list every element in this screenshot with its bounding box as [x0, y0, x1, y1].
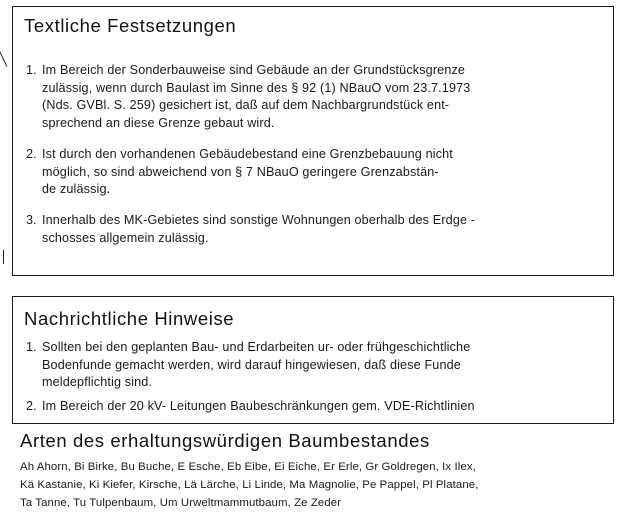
- item-line: Ist durch den vorhandenen Gebäudebestand eine Grenzbebauung nicht: [42, 147, 453, 161]
- item-number: 2.: [26, 399, 37, 413]
- item-line: Im Bereich der 20 kV- Leitungen Baubeschränkungen gem. VDE-Richtlinien: [42, 399, 475, 413]
- item-line: Im Bereich der Sonderbauweise sind Gebäude an der Grundstücksgrenze: [42, 63, 466, 77]
- item-number: 3.: [26, 213, 37, 227]
- list-item: [26, 212, 603, 247]
- list-item: [26, 339, 603, 392]
- item-line: de zulässig.: [42, 182, 111, 196]
- section-title: Textliche Festsetzungen: [24, 15, 237, 36]
- species-line: Ta Tanne, Tu Tulpenbaum, Um Urweltmammutbaum, Ze Zeder: [20, 497, 342, 509]
- item-line: Sollten bei den geplanten Bau- und Erdarbeiten ur- oder frühgeschichtliche: [42, 340, 471, 354]
- list-item: [26, 398, 603, 416]
- item-line: Innerhalb des MK-Gebietes sind sonstige Wohnungen oberhalb des Erdge -: [42, 213, 476, 227]
- item-line: möglich, so sind abweichend von § 7 NBauO geringere Grenzabstän-: [42, 164, 439, 179]
- list-item: [26, 146, 603, 199]
- species-line: Kä Kastanie, Ki Kiefer, Kirsche, Lä Lärche, Li Linde, Ma Magnolie, Pe Pappel, Pl Platane,: [20, 479, 479, 491]
- scan-mark: [3, 250, 4, 264]
- item-number: 1.: [26, 340, 37, 354]
- species-line: Ah Ahorn, Bi Birke, Bu Buche, E Esche, Eb Eibe, Ei Eiche, Er Erle, Gr Goldregen, Ix Ilex,: [20, 461, 476, 473]
- item-line: sprechend an diese Grenze gebaut wird.: [42, 115, 275, 130]
- species-title: Arten des erhaltungswürdigen Baumbestandes: [20, 430, 430, 451]
- scan-mark: [0, 39, 7, 67]
- nachrichtliche-hinweise-box: [12, 296, 614, 424]
- item-line: schosses allgemein zulässig.: [42, 230, 209, 245]
- item-number: 1.: [26, 63, 37, 77]
- item-line: meldepflichtig sind.: [42, 375, 153, 389]
- item-line: Bodenfunde gemacht werden, wird darauf hingewiesen, daß diese Funde: [42, 357, 461, 372]
- list-item: [26, 62, 603, 132]
- item-number: 2.: [26, 147, 37, 161]
- textliche-festsetzungen-box: [12, 6, 614, 276]
- item-line: (Nds. GVBl. S. 259) gesichert ist, daß auf dem Nachbargrundstück ent-: [42, 98, 450, 112]
- item-line: zulässig, wenn durch Baulast im Sinne des § 92 (1) NBauO vom 23.7.1973: [42, 80, 471, 95]
- species-list: [20, 458, 478, 512]
- section-title: Nachrichtliche Hinweise: [24, 308, 235, 329]
